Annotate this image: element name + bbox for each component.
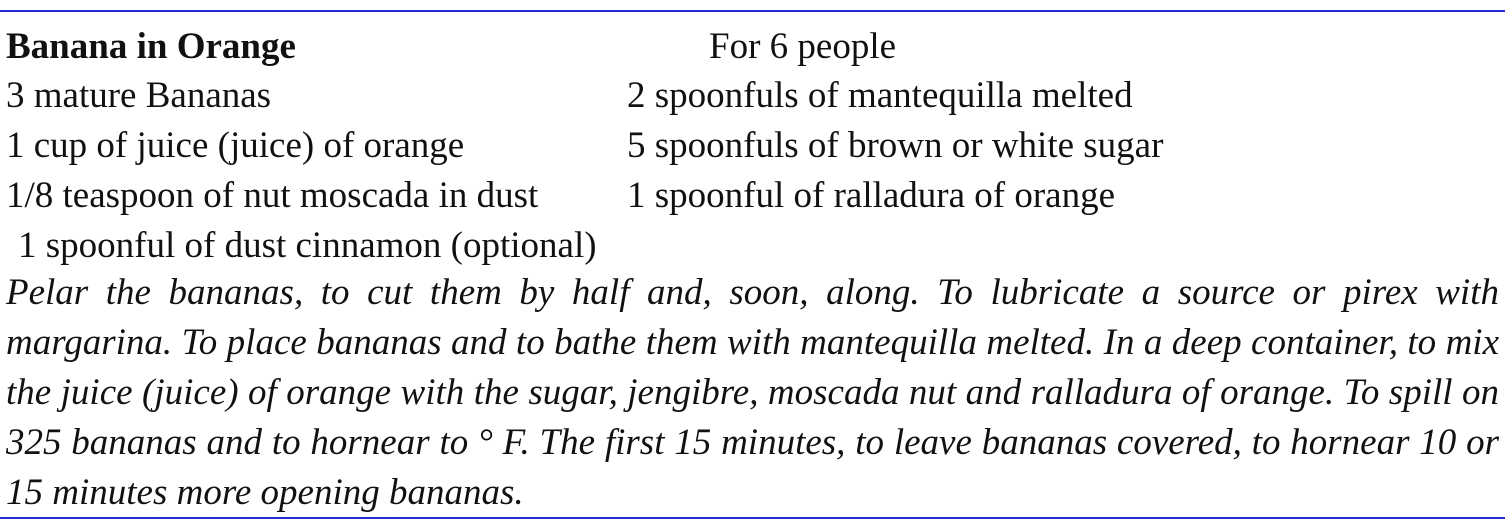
ingredient-item-optional: 1 spoonful of dust cinnamon (optional) — [18, 225, 597, 266]
instructions-paragraph: Pelar the bananas, to cut them by half and, soon, along. To lubricate a source or pirex with margarina. To place bananas and to bathe them with mantequilla melted. In a deep container, to mix the juice (juice) of orange with the sugar, jengibre, moscada nut and ralladura of orange. To spill on 325 bananas and to hornear to ° F. The first 15 minutes, to leave bananas covered, to hornear 10 or 15 minutes more opening bananas. — [6, 272, 1499, 513]
recipe-title: Banana in Orange — [6, 26, 296, 67]
ingredient-item: 1 spoonful of ralladura of orange — [627, 175, 1116, 216]
ingredient-item: 3 mature Bananas — [6, 75, 272, 116]
ingredient-item: 1/8 teaspoon of nut moscada in dust — [6, 175, 539, 216]
bottom-rule — [0, 517, 1505, 519]
ingredient-item: 5 spoonfuls of brown or white sugar — [627, 125, 1164, 166]
ingredient-item: 2 spoonfuls of mantequilla melted — [627, 75, 1133, 116]
top-rule — [0, 10, 1505, 12]
servings: For 6 people — [709, 26, 897, 67]
ingredient-item: 1 cup of juice (juice) of orange — [6, 125, 465, 166]
